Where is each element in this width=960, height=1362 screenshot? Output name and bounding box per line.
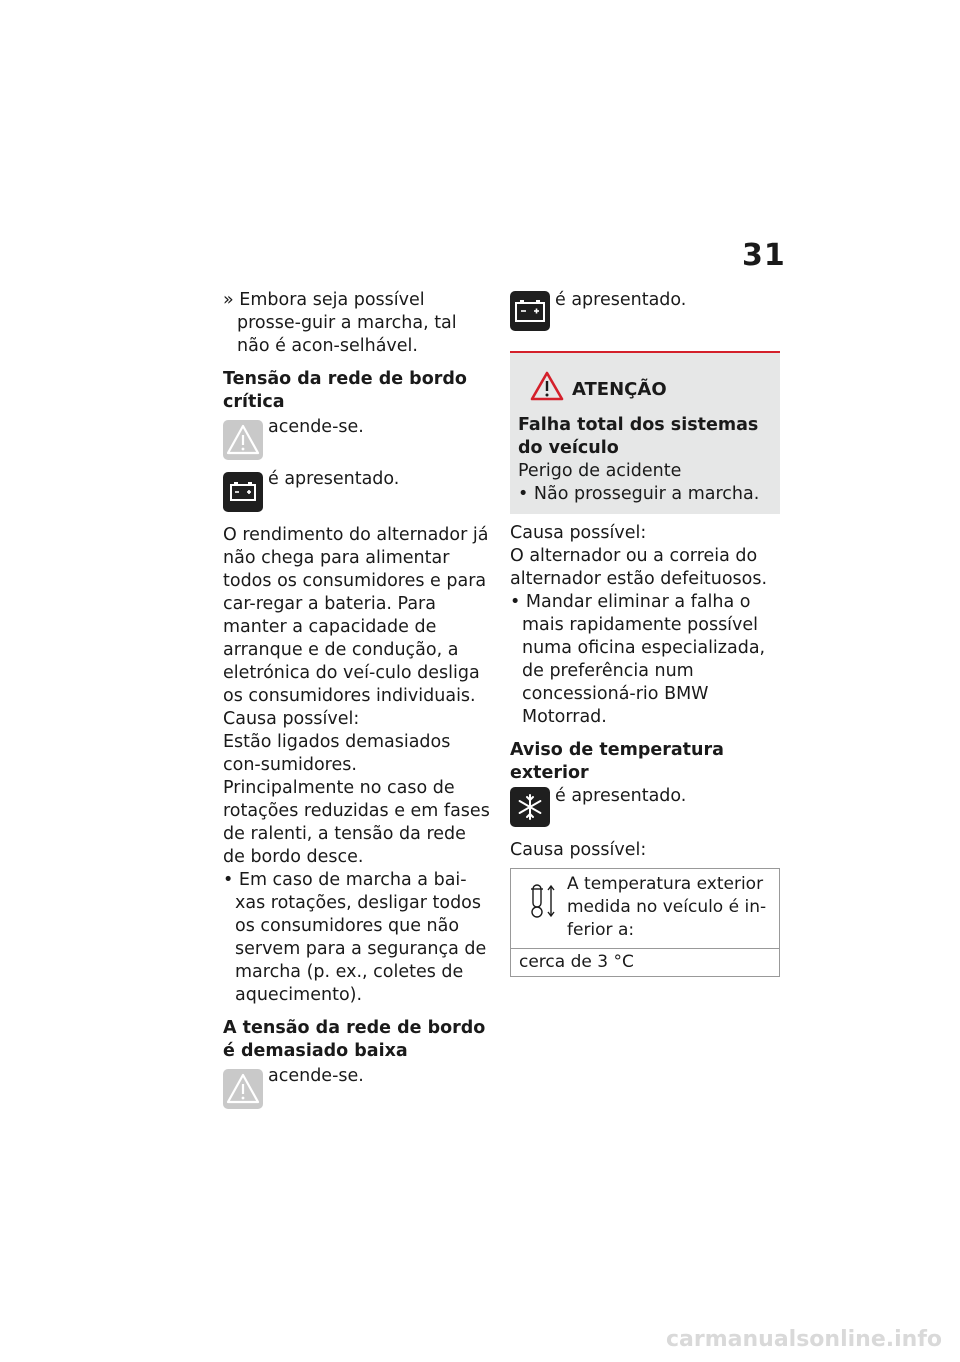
battery-indicator-row bbox=[223, 468, 493, 514]
table-row bbox=[511, 949, 779, 976]
table-cell: A temperatura exterior medida no veículo é in-ferior a: bbox=[567, 874, 767, 940]
warning-box bbox=[510, 351, 780, 514]
action-bullet: • Em caso de marcha a bai-xas rotações, desligar todos os consumidores que não servem para a segurança de marcha (p. ex., coletes de aquecimento). bbox=[223, 870, 487, 1005]
caution-triangle-icon bbox=[530, 371, 564, 408]
thermometer-icon bbox=[527, 881, 557, 921]
indicator-text: é apresentado. bbox=[555, 290, 687, 310]
intro-bullet: » Embora seja possível prosse-guir a marcha, tal não é acon-selhável. bbox=[223, 290, 457, 356]
cause-text: Estão ligados demasiados con-sumidores. Principalmente no caso de rotações reduzidas e em fases de ralenti, a tensão da rede de bordo desce. bbox=[223, 732, 490, 867]
section-heading-critical-voltage: Tensão da rede de bordo crítica bbox=[223, 369, 467, 412]
table-cell: cerca de 3 °C bbox=[519, 952, 634, 972]
indicator-text: é apresentado. bbox=[268, 469, 400, 489]
indicator-text: acende-se. bbox=[268, 417, 364, 437]
left-column bbox=[223, 289, 493, 1111]
warning-indicator-row bbox=[223, 416, 493, 462]
warning-danger: Perigo de acidente bbox=[518, 461, 682, 481]
indicator-text: acende-se. bbox=[268, 1066, 364, 1086]
battery-icon bbox=[223, 472, 263, 512]
snowflake-icon bbox=[510, 787, 550, 827]
warning-triangle-icon bbox=[223, 420, 263, 460]
cause-label: Causa possível: bbox=[223, 709, 360, 729]
guillemet-marker: » bbox=[223, 290, 234, 310]
section-heading-low-voltage: A tensão da rede de bordo é demasiado baixa bbox=[223, 1018, 486, 1061]
warning-header bbox=[518, 371, 772, 408]
action-bullet: • Mandar eliminar a falha o mais rapidamente possível numa oficina especializada, de preferência num concessioná-rio BMW Motorrad. bbox=[510, 592, 766, 727]
battery-indicator-row bbox=[510, 289, 780, 335]
warning-title: Falha total dos sistemas do veículo bbox=[518, 415, 759, 458]
temperature-table bbox=[510, 868, 780, 977]
cause-label: Causa possível: bbox=[510, 840, 647, 860]
cause-label: Causa possível: bbox=[510, 523, 647, 543]
page-number: 31 bbox=[742, 238, 786, 273]
snowflake-indicator-row bbox=[510, 785, 780, 831]
body-paragraph: O rendimento do alternador já não chega para alimentar todos os consumidores e para car-regar a bateria. Para manter a capacidade de arranque e de condução, a eletrónica do veí-culo desliga os consumidores individuais. bbox=[223, 525, 489, 706]
warning-triangle-icon bbox=[223, 1069, 263, 1109]
table-row bbox=[511, 869, 779, 949]
cause-text: O alternador ou a correia do alternador estão defeituosos. bbox=[510, 546, 768, 589]
warning-indicator-row bbox=[223, 1065, 493, 1111]
right-column bbox=[510, 289, 780, 977]
watermark: carmanualsonline.info bbox=[666, 1327, 942, 1352]
battery-icon bbox=[510, 291, 550, 331]
warning-bullet: • Não prosseguir a marcha. bbox=[518, 484, 760, 504]
warning-label: ATENÇÃO bbox=[572, 379, 667, 400]
indicator-text: é apresentado. bbox=[555, 786, 687, 806]
section-heading-temperature: Aviso de temperatura exterior bbox=[510, 740, 724, 783]
